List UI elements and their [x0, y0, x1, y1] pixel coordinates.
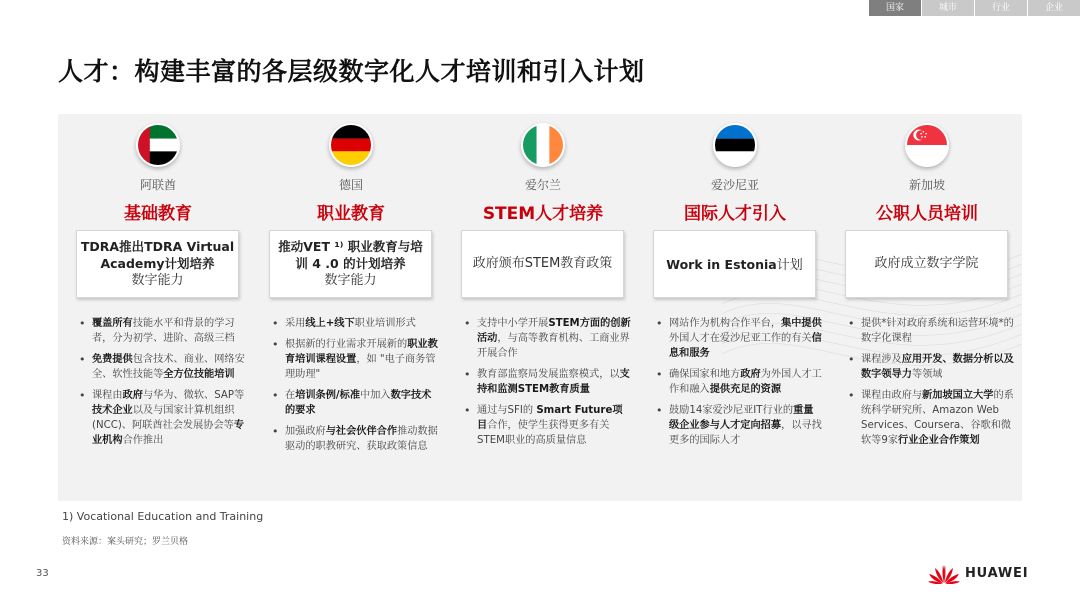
bullet-item: [78, 352, 246, 382]
bullet-item: [655, 316, 823, 361]
uae-flag-icon: [136, 123, 180, 167]
bullet-emphasis: 全方位技能培训: [163, 369, 235, 380]
bullet-emphasis: STEM方面的创新活动: [477, 318, 631, 344]
section-tabs: [868, 0, 1080, 16]
bullet-item: [847, 352, 1015, 382]
bullet-text: 合作，使学生获得更多有关STEM职业的高质量信息: [477, 420, 610, 446]
country-label: 新加坡: [908, 178, 945, 192]
page-title: 人才：构建丰富的各层级数字化人才培训和引入计划: [58, 57, 645, 86]
bullet-text: 提供*针对政府系统和运营环境*的数字化课程: [861, 318, 1014, 344]
bullet-text: 教育部监察局发展监察模式，以: [477, 369, 620, 380]
bullet-text: 根据新的行业需求开展新的: [285, 339, 408, 350]
bullet-emphasis: 支持和监测STEM教育质量: [477, 369, 630, 395]
category-heading: 职业教育: [317, 204, 385, 224]
bullet-item: [655, 403, 823, 448]
footnote: 1) Vocational Education and Training: [62, 510, 264, 523]
bullet-text: 包含技术、商业、网络安全、软性技能等: [92, 354, 245, 380]
bullet-text: 与华为、微软、SAP等: [142, 390, 245, 401]
country-label: 爱沙尼亚: [710, 178, 759, 192]
program-box: [653, 230, 816, 298]
program-line3: 数字能力: [131, 273, 184, 288]
bullet-emphasis: 技术企业: [92, 405, 133, 416]
bullet-text: 等领域: [911, 369, 943, 380]
country-label: 德国: [338, 178, 363, 192]
program-line3: 计划: [776, 257, 803, 273]
bullet-text: 确保国家和地方: [669, 369, 741, 380]
bullet-emphasis: 重量级企业参与人才定向招募: [669, 405, 814, 431]
logo-text: HUAWEI: [965, 565, 1029, 581]
bullet-emphasis: 政府: [740, 369, 761, 380]
bullet-text: 通过与SFI的: [477, 405, 537, 416]
bullet-text: 以及与国家计算机组织(NCC)、阿联酋社会发展协会等: [92, 405, 235, 431]
bullet-emphasis: 职业教育培训课程设置: [285, 339, 438, 365]
bullet-list: [271, 316, 439, 460]
category-heading: 基础教育: [124, 204, 192, 224]
program-line1: Work in Estonia: [666, 256, 777, 272]
program-line2: Academy计划培养: [100, 256, 215, 271]
country-label: 爱尔兰: [524, 178, 561, 192]
bullet-text: 加强政府: [285, 426, 326, 437]
bullet-item: [655, 367, 823, 397]
bullet-text: 技能水平和背景的学习者，分为初学、进阶、高级三档: [92, 318, 235, 344]
bullet-item: [271, 424, 439, 454]
tab-country[interactable]: 国家: [868, 0, 921, 16]
bullet-text: 在: [285, 390, 296, 401]
bullet-item: [847, 316, 1015, 346]
bullet-text: 外国人才在爱沙尼亚工作的有关: [669, 333, 812, 344]
bullet-emphasis: 提供充足的资源: [709, 384, 782, 395]
bullet-text: ，如 "电子商务管理助理": [285, 354, 436, 380]
bullet-list: [463, 316, 631, 454]
bullet-emphasis: 覆盖所有: [92, 318, 133, 329]
bullet-emphasis: 免费提供: [92, 354, 133, 365]
bullet-text: ，与高等教育机构、工商业界开展合作: [477, 333, 630, 359]
category-heading: 公职人员培训: [876, 204, 978, 224]
bullet-emphasis: 集中提供: [781, 318, 822, 329]
program-title: [666, 254, 802, 275]
bullet-text: 合作推出: [122, 435, 164, 446]
singapore-flag-icon: [905, 123, 949, 167]
bullet-text: 鼓励14家爱沙尼亚IT行业的: [669, 405, 794, 416]
bullet-text: 为外国人才工作和融入: [669, 369, 822, 395]
bullet-text: 支持中小学开展: [477, 318, 549, 329]
huawei-logo-icon: [927, 562, 961, 584]
bullet-text: 课程由: [92, 390, 123, 401]
program-box: [76, 230, 239, 298]
germany-flag-icon: [329, 123, 373, 167]
huawei-logo: [927, 562, 1028, 584]
bullet-text: 推动数据驱动的职教研究、获取政策信息: [285, 426, 438, 452]
bullet-emphasis: 与社会伙伴合作: [325, 426, 398, 437]
bullet-emphasis: 培训条例/标准: [295, 390, 361, 401]
program-box: [269, 230, 432, 298]
program-line3: 政府颁布STEM教育政策: [472, 256, 613, 271]
tab-city[interactable]: 城市: [921, 0, 974, 16]
bullet-item: [271, 388, 439, 418]
program-line1: 推动VET ¹⁾ 职业教育与培: [278, 239, 423, 254]
bullet-item: [271, 337, 439, 382]
tab-enterprise[interactable]: 企业: [1027, 0, 1080, 16]
bullet-text: 课程由政府与: [861, 390, 923, 401]
program-box: [845, 230, 1008, 298]
bullet-emphasis: 信息和服务: [669, 333, 822, 359]
content-panel: [58, 114, 1022, 501]
bullet-emphasis: 行业企业合作策划: [898, 435, 980, 446]
program-line3: 政府成立数字学院: [874, 256, 979, 271]
bullet-item: [78, 388, 246, 448]
bullet-text: 的系统科学研究所、Amazon Web Services、Coursera、谷歌和微软等9家: [861, 390, 1014, 446]
category-heading: 国际人才引入: [684, 204, 786, 224]
program-line3: 数字能力: [324, 273, 377, 288]
program-box: [461, 230, 624, 298]
bullet-emphasis: 专业机构: [92, 420, 245, 446]
bullet-emphasis: 应用开发、数据分析以及数字领导力: [861, 354, 1014, 380]
bullet-list: [78, 316, 246, 454]
bullet-list: [655, 316, 823, 454]
bullet-text: 网站作为机构合作平台，: [669, 318, 782, 329]
source-note: 资料来源：案头研究；罗兰贝格: [62, 537, 189, 547]
bullet-emphasis: 数字技术的要求: [285, 390, 432, 416]
tab-industry[interactable]: 行业: [974, 0, 1027, 16]
bullet-text: 采用: [285, 318, 306, 329]
bullet-emphasis: 政府: [122, 390, 143, 401]
bullet-item: [78, 316, 246, 346]
bullet-item: [463, 367, 631, 397]
estonia-flag-icon: [713, 123, 757, 167]
bullet-emphasis: 新加坡国立大学: [922, 390, 994, 401]
category-heading: STEM人才培养: [482, 204, 604, 224]
bullet-text: ，以寻找更多的国际人才: [669, 420, 822, 446]
page-number: 33: [36, 568, 49, 579]
bullet-text: 职业培训形式: [354, 318, 416, 329]
bullet-item: [463, 403, 631, 448]
bullet-emphasis: 线上+线下: [305, 318, 355, 329]
bullet-text: 课程涉及: [861, 354, 902, 365]
bullet-item: [463, 316, 631, 361]
bullet-item: [271, 316, 439, 331]
bullet-item: [847, 388, 1015, 448]
bullet-text: 中加入: [360, 390, 391, 401]
ireland-flag-icon: [521, 123, 565, 167]
country-label: 阿联酋: [139, 178, 176, 192]
bullet-list: [847, 316, 1015, 454]
program-line2: 训 4 .0 的计划培养: [295, 256, 406, 271]
program-line1: TDRA推出TDRA Virtual: [80, 239, 235, 254]
bullet-emphasis: Smart Future项目: [477, 405, 623, 431]
